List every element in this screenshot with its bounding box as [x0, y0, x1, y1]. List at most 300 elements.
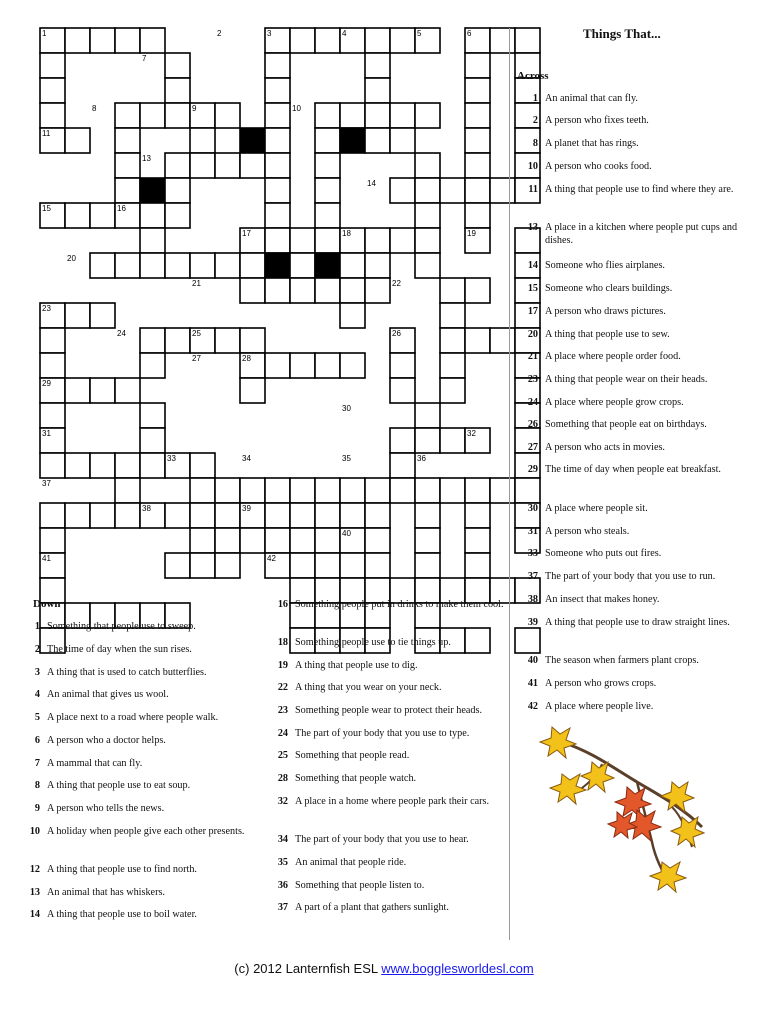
grid-cell[interactable] [415, 178, 440, 203]
grid-cell[interactable] [390, 103, 415, 128]
grid-cell[interactable] [265, 228, 290, 253]
clue-text: The time of day when the sun rises. [47, 644, 192, 655]
grid-cell[interactable] [115, 128, 140, 153]
clue-number: 39 [242, 504, 251, 513]
clue-text: An animal that people ride. [295, 857, 407, 868]
grid-cell[interactable] [140, 203, 165, 228]
grid-cell[interactable] [415, 228, 440, 253]
clue-num: 11 [528, 184, 538, 195]
clue-text: A person who cooks food. [545, 161, 652, 172]
grid-cell[interactable] [390, 378, 415, 403]
clue-num: 13 [527, 222, 538, 233]
grid-cell[interactable] [115, 28, 140, 53]
clue-text: A thing that people use to dig. [295, 660, 418, 671]
grid-cell[interactable] [90, 28, 115, 53]
grid-cell[interactable] [90, 378, 115, 403]
clue-number: 13 [142, 154, 151, 163]
grid-cell[interactable] [40, 403, 65, 428]
grid-cell[interactable] [315, 103, 340, 128]
clue-number: 19 [467, 229, 476, 238]
grid-cell[interactable] [240, 253, 265, 278]
clue-number: 5 [417, 29, 422, 38]
grid-cell[interactable] [190, 553, 215, 578]
grid-cell[interactable] [465, 178, 490, 203]
clue-text: A place where people order food. [545, 351, 681, 362]
grid-cell[interactable] [215, 328, 240, 353]
grid-cell[interactable] [215, 503, 240, 528]
clue-num: 4 [34, 689, 40, 700]
grid-cell[interactable] [240, 328, 265, 353]
grid-cell[interactable] [215, 253, 240, 278]
clue-text: The part of your body that you use to run. [545, 571, 716, 582]
grid-cell[interactable] [465, 328, 490, 353]
grid-cell[interactable] [165, 253, 190, 278]
grid-cell[interactable] [415, 203, 440, 228]
grid-cell[interactable] [465, 153, 490, 178]
grid-cell[interactable] [315, 28, 340, 53]
clue-text: A mammal that can fly. [47, 758, 143, 769]
clue-text: A person who a doctor helps. [47, 735, 166, 746]
grid-cell[interactable] [65, 128, 90, 153]
grid-cell[interactable] [265, 78, 290, 103]
grid-cell[interactable] [40, 503, 65, 528]
clue-text: Something that people read. [295, 750, 410, 761]
grid-cell[interactable] [465, 478, 490, 503]
grid-cell[interactable] [165, 103, 190, 128]
grid-cell[interactable] [215, 103, 240, 128]
grid-cell[interactable] [165, 203, 190, 228]
clue-number: 17 [242, 229, 251, 238]
grid-cell[interactable] [240, 278, 265, 303]
grid-cell[interactable] [190, 503, 215, 528]
clue-num: 37 [277, 902, 288, 913]
grid-cell[interactable] [90, 503, 115, 528]
clue-number: 36 [417, 454, 426, 463]
grid-cell[interactable] [365, 228, 390, 253]
grid-cell[interactable] [265, 178, 290, 203]
clue-num: 23 [277, 705, 288, 716]
clue-num: 31 [527, 526, 538, 537]
grid-cell[interactable] [340, 503, 365, 528]
page-title: Things That... [583, 26, 661, 41]
clue-num: 8 [34, 780, 40, 791]
grid-cell[interactable] [190, 153, 215, 178]
grid-cell[interactable] [115, 253, 140, 278]
grid-cell[interactable] [340, 353, 365, 378]
clue-number: 33 [167, 454, 176, 463]
grid-cell[interactable] [390, 453, 415, 478]
grid-cell[interactable] [115, 503, 140, 528]
grid-cell[interactable] [140, 103, 165, 128]
grid-cell[interactable] [440, 478, 465, 503]
grid-cell[interactable] [165, 328, 190, 353]
clue-num: 7 [34, 758, 40, 769]
grid-cell[interactable] [440, 428, 465, 453]
grid-cell[interactable] [390, 478, 415, 503]
grid-cell[interactable] [340, 553, 365, 578]
grid-cell[interactable] [415, 153, 440, 178]
grid-cell[interactable] [315, 228, 340, 253]
grid-cell[interactable] [40, 328, 65, 353]
clue-num: 10 [29, 826, 40, 837]
grid-cell[interactable] [340, 303, 365, 328]
grid-cell[interactable] [65, 503, 90, 528]
grid-cell[interactable] [240, 378, 265, 403]
grid-cell[interactable] [365, 28, 390, 53]
grid-cell[interactable] [40, 453, 65, 478]
clue-num: 29 [527, 464, 538, 475]
grid-cell[interactable] [190, 253, 215, 278]
clue-text: Someone who clears buildings. [545, 283, 673, 294]
grid-cell[interactable] [140, 403, 165, 428]
clue-num: 23 [527, 374, 538, 385]
clue-text: A thing that people use to find north. [47, 864, 197, 875]
grid-cell[interactable] [90, 203, 115, 228]
grid-cell[interactable] [265, 153, 290, 178]
grid-cell[interactable] [415, 503, 440, 528]
clue-number: 27 [192, 354, 201, 363]
clue-text: A holiday when people give each other presents. [47, 826, 245, 837]
grid-cell[interactable] [40, 103, 65, 128]
clue-num: 12 [29, 864, 40, 875]
grid-cell[interactable] [190, 128, 215, 153]
clue-number: 16 [117, 204, 126, 213]
clue-text: Something that people listen to. [295, 880, 425, 891]
grid-cell[interactable] [65, 28, 90, 53]
grid-cell[interactable] [265, 503, 290, 528]
grid-cell[interactable] [390, 178, 415, 203]
grid-cell[interactable] [140, 253, 165, 278]
grid-cell[interactable] [365, 253, 390, 278]
grid-cell[interactable] [40, 53, 65, 78]
clue-num: 21 [527, 351, 538, 362]
grid-cell[interactable] [290, 528, 315, 553]
clue-text: A thing that is used to catch butterflies. [47, 667, 207, 678]
grid-cell[interactable] [140, 428, 165, 453]
grid-cell[interactable] [65, 303, 90, 328]
grid-cell[interactable] [140, 228, 165, 253]
grid-cell[interactable] [290, 478, 315, 503]
clue-num: 34 [277, 834, 288, 845]
grid-cell[interactable] [465, 103, 490, 128]
grid-cell[interactable] [340, 253, 365, 278]
grid-cell[interactable] [440, 353, 465, 378]
clue-text: A thing that people use to sew. [545, 329, 670, 340]
grid-cell[interactable] [140, 328, 165, 353]
clue-number: 41 [42, 554, 51, 563]
grid-cell[interactable] [90, 303, 115, 328]
grid-cell[interactable] [315, 478, 340, 503]
clue-number: 40 [342, 529, 351, 538]
clue-number: 14 [367, 179, 376, 188]
clue-num: 20 [527, 329, 538, 340]
clue-number: 30 [342, 404, 351, 413]
clue-number: 20 [67, 254, 76, 263]
grid-cell[interactable] [240, 478, 265, 503]
clue-num: 15 [527, 283, 538, 294]
grid-cell[interactable] [265, 353, 290, 378]
grid-cell[interactable] [440, 378, 465, 403]
clue-text: A person who grows crops. [545, 678, 657, 689]
grid-cell[interactable] [490, 478, 515, 503]
grid-cell[interactable] [390, 428, 415, 453]
grid-cell[interactable] [265, 478, 290, 503]
grid-cell[interactable] [190, 528, 215, 553]
clue-text: A thing that people use to draw straight lines. [545, 617, 730, 628]
clue-number: 31 [42, 429, 51, 438]
clue-num: 33 [527, 548, 538, 559]
clue-text: Something that people use to sweep. [47, 621, 196, 632]
clue-num: 35 [277, 857, 288, 868]
black-cell [140, 178, 165, 203]
grid-cell[interactable] [415, 528, 440, 553]
clue-number: 35 [342, 454, 351, 463]
grid-cell[interactable] [415, 478, 440, 503]
clue-text: A person who tells the news. [47, 803, 165, 814]
clue-number: 34 [242, 454, 251, 463]
clue-num: 9 [34, 803, 40, 814]
grid-cell[interactable] [315, 503, 340, 528]
grid-cell[interactable] [215, 153, 240, 178]
grid-cell[interactable] [290, 253, 315, 278]
website-link[interactable]: www.bogglesworldesl.com [381, 961, 534, 976]
clue-number: 32 [467, 429, 476, 438]
grid-cell[interactable] [165, 78, 190, 103]
grid-cell[interactable] [165, 553, 190, 578]
clue-num: 19 [277, 660, 288, 671]
grid-cell[interactable] [315, 203, 340, 228]
grid-cell[interactable] [440, 178, 465, 203]
clue-number: 26 [392, 329, 401, 338]
clue-number: 29 [42, 379, 51, 388]
clue-text: A thing that people wear on their heads. [545, 374, 708, 385]
grid-cell[interactable] [115, 478, 140, 503]
grid-cell[interactable] [140, 28, 165, 53]
grid-cell[interactable] [290, 28, 315, 53]
grid-cell[interactable] [290, 353, 315, 378]
clue-number: 22 [392, 279, 401, 288]
clue-number: 2 [217, 29, 222, 38]
grid-cell[interactable] [490, 328, 515, 353]
grid-cell[interactable] [365, 478, 390, 503]
grid-cell[interactable] [115, 378, 140, 403]
grid-cell[interactable] [165, 178, 190, 203]
grid-cell[interactable] [315, 553, 340, 578]
grid-cell[interactable] [290, 503, 315, 528]
grid-cell[interactable] [65, 203, 90, 228]
clue-num: 42 [527, 701, 538, 712]
clue-num: 26 [527, 419, 538, 430]
grid-cell[interactable] [365, 53, 390, 78]
clue-number: 6 [467, 29, 472, 38]
clue-text: A thing that you wear on your neck. [295, 682, 442, 693]
grid-cell[interactable] [315, 278, 340, 303]
grid-cell[interactable] [490, 178, 515, 203]
grid-cell[interactable] [440, 303, 465, 328]
grid-cell[interactable] [90, 453, 115, 478]
grid-cell[interactable] [440, 278, 465, 303]
grid-cell[interactable] [265, 128, 290, 153]
grid-cell[interactable] [240, 528, 265, 553]
grid-cell[interactable] [440, 328, 465, 353]
clue-num: 18 [277, 637, 288, 648]
clue-num: 38 [527, 594, 538, 605]
grid-cell[interactable] [490, 28, 515, 53]
grid-cell[interactable] [190, 453, 215, 478]
clue-num: 37 [527, 571, 538, 582]
grid-cell[interactable] [365, 128, 390, 153]
grid-cell[interactable] [390, 353, 415, 378]
grid-cell[interactable] [215, 553, 240, 578]
grid-cell[interactable] [315, 178, 340, 203]
grid-cell[interactable] [290, 278, 315, 303]
clue-num: 14 [527, 260, 538, 271]
black-cell [340, 128, 365, 153]
grid-cell[interactable] [140, 453, 165, 478]
clue-text: A person who acts in movies. [545, 442, 665, 453]
grid-cell[interactable] [115, 453, 140, 478]
clue-num: 1 [34, 621, 40, 632]
clue-text: A part of a plant that gathers sunlight. [295, 902, 449, 913]
grid-cell[interactable] [40, 78, 65, 103]
clue-num: 1 [532, 93, 538, 104]
grid-cell[interactable] [115, 103, 140, 128]
clue-text: A place next to a road where people walk. [47, 712, 219, 723]
clue-text: A planet that has rings. [545, 138, 639, 149]
grid-cell[interactable] [515, 28, 540, 53]
grid-cell[interactable] [290, 553, 315, 578]
clue-number: 28 [242, 354, 251, 363]
grid-cell[interactable] [315, 128, 340, 153]
grid-cell[interactable] [515, 628, 540, 653]
clue-number: 38 [142, 504, 151, 513]
clue-num: 16 [277, 599, 288, 610]
grid-cell[interactable] [365, 78, 390, 103]
clue-num: 22 [277, 682, 288, 693]
grid-cell[interactable] [165, 503, 190, 528]
grid-cell[interactable] [115, 153, 140, 178]
grid-cell[interactable] [290, 228, 315, 253]
grid-cell[interactable] [465, 78, 490, 103]
clue-text: An animal that gives us wool. [47, 689, 169, 700]
grid-cell[interactable] [265, 528, 290, 553]
clue-text: A thing that people use to find where they are. [545, 184, 734, 195]
clue-number: 25 [192, 329, 201, 338]
grid-cell[interactable] [65, 453, 90, 478]
grid-cell[interactable] [415, 553, 440, 578]
clue-text: Someone who puts out fires. [545, 548, 662, 559]
grid-cell[interactable] [40, 528, 65, 553]
clue-text: Something people put in drinks to make them cool. [295, 599, 504, 610]
clue-text: Something people use to tie things up. [295, 637, 451, 648]
clue-number: 42 [267, 554, 276, 563]
clue-number: 24 [117, 329, 126, 338]
grid-cell[interactable] [315, 528, 340, 553]
grid-cell[interactable] [265, 278, 290, 303]
grid-cell[interactable] [340, 278, 365, 303]
grid-cell[interactable] [90, 253, 115, 278]
black-cell [315, 253, 340, 278]
grid-cell[interactable] [465, 128, 490, 153]
grid-cell[interactable] [390, 128, 415, 153]
grid-cell[interactable] [415, 403, 440, 428]
grid-cell[interactable] [340, 103, 365, 128]
grid-cell[interactable] [215, 528, 240, 553]
grid-cell[interactable] [265, 103, 290, 128]
grid-cell[interactable] [365, 278, 390, 303]
clue-text: The part of your body that you use to hear. [295, 834, 469, 845]
clue-num: 30 [527, 503, 538, 514]
grid-cell[interactable] [390, 228, 415, 253]
across-heading: Across [517, 70, 549, 82]
grid-cell[interactable] [365, 528, 390, 553]
clue-number: 15 [42, 204, 51, 213]
grid-cell[interactable] [190, 478, 215, 503]
footer [0, 961, 768, 976]
grid-cell[interactable] [265, 203, 290, 228]
grid-cell[interactable] [240, 153, 265, 178]
clue-number: 11 [42, 129, 51, 138]
leaf-icon [608, 787, 661, 841]
grid-cell[interactable] [315, 153, 340, 178]
clue-number: 18 [342, 229, 351, 238]
clue-num: 2 [34, 644, 40, 655]
grid-cell[interactable] [315, 353, 340, 378]
grid-cell[interactable] [340, 478, 365, 503]
clue-text: The part of your body that you use to type. [295, 728, 470, 739]
clue-number: 4 [342, 29, 347, 38]
grid-cell[interactable] [415, 428, 440, 453]
grid-cell[interactable] [40, 353, 65, 378]
grid-cell[interactable] [65, 378, 90, 403]
grid-cell[interactable] [465, 528, 490, 553]
clue-num: 14 [29, 909, 40, 920]
clue-text: Something that people eat on birthdays. [545, 419, 707, 430]
clue-num: 41 [527, 678, 538, 689]
clue-num: 5 [34, 712, 40, 723]
grid-cell[interactable] [140, 353, 165, 378]
clue-text: A person who draws pictures. [545, 306, 666, 317]
grid-cell[interactable] [465, 203, 490, 228]
clue-text: An animal that can fly. [545, 93, 638, 104]
grid-cell[interactable] [115, 178, 140, 203]
down-heading: Down [33, 598, 61, 610]
grid-cell[interactable] [215, 478, 240, 503]
grid-cell[interactable] [365, 103, 390, 128]
clue-number: 7 [142, 54, 147, 63]
grid-cell[interactable] [165, 153, 190, 178]
grid-cell[interactable] [390, 28, 415, 53]
grid-cell[interactable] [465, 503, 490, 528]
grid-cell[interactable] [165, 53, 190, 78]
clue-text: Something that people watch. [295, 773, 417, 784]
grid-cell[interactable] [365, 553, 390, 578]
grid-cell[interactable] [415, 103, 440, 128]
grid-cell[interactable] [265, 53, 290, 78]
grid-cell[interactable] [515, 478, 540, 503]
clue-num: 2 [532, 115, 538, 126]
grid-cell[interactable] [365, 503, 390, 528]
grid-cell[interactable] [415, 253, 440, 278]
clue-number: 9 [192, 104, 197, 113]
clue-number: 8 [92, 104, 97, 113]
grid-cell[interactable] [465, 278, 490, 303]
clue-number: 3 [267, 29, 272, 38]
grid-cell[interactable] [465, 53, 490, 78]
clue-num: 27 [527, 442, 538, 453]
grid-cell[interactable] [465, 553, 490, 578]
clue-num: 40 [527, 655, 538, 666]
